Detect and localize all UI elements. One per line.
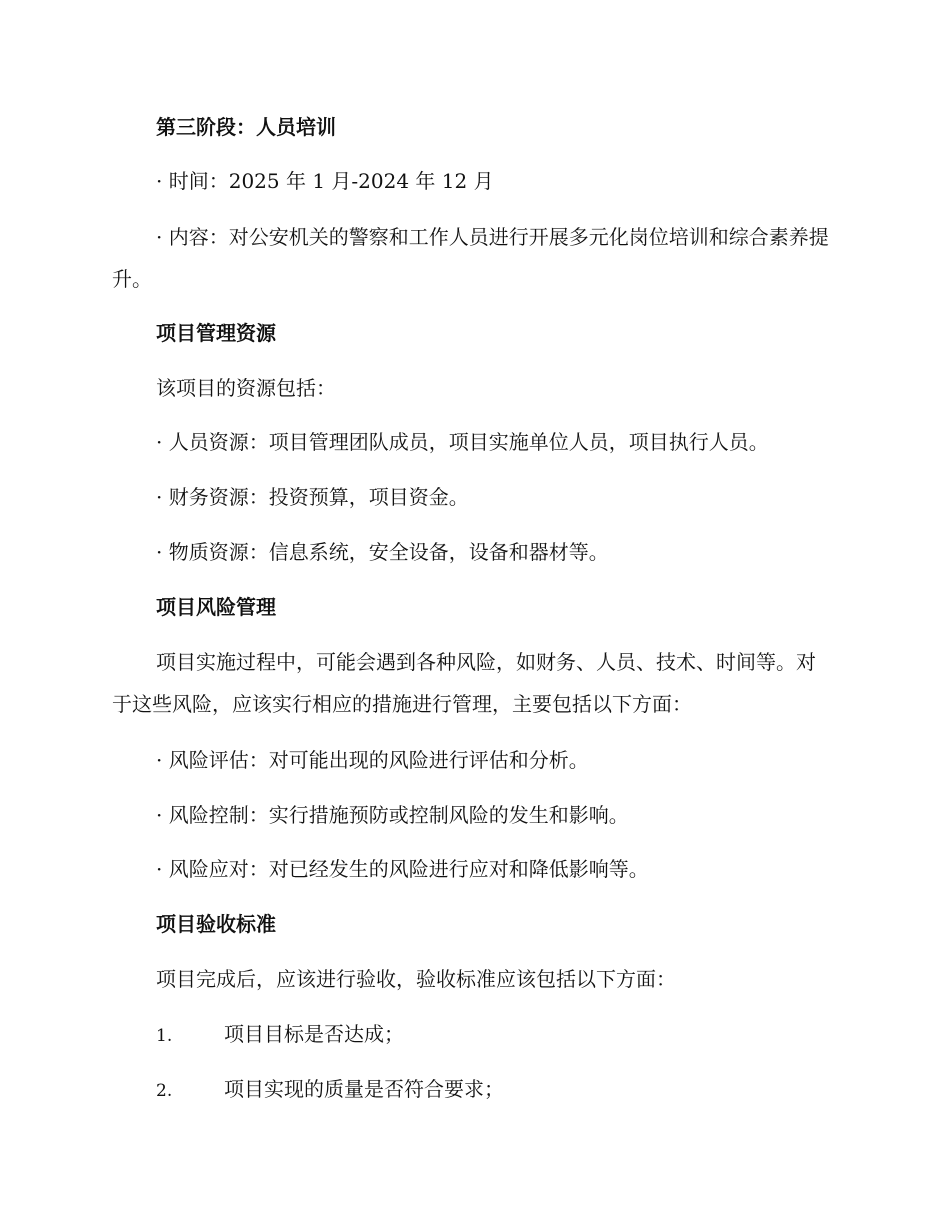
resource-item: · 人员资源：项目管理团队成员，项目实施单位人员，项目执行人员。: [156, 430, 769, 454]
acceptance-heading: 项目验收标准: [156, 912, 276, 936]
acceptance-item: [112, 1068, 876, 1112]
stage3-heading: 第三阶段：人员培训: [156, 115, 336, 139]
list-text: 项目目标是否达成；: [224, 1022, 404, 1046]
stage3-content: · 内容：对公安机关的警察和工作人员进行开展多元化岗位培训和综合素养提升。: [112, 225, 829, 291]
risk-intro: 项目实施过程中，可能会遇到各种风险，如财务、人员、技术、时间等。对于这些风险，应该实行相应的措施进行管理，主要包括以下方面：: [112, 650, 816, 716]
resource-item: · 物质资源：信息系统，安全设备，设备和器材等。: [156, 540, 609, 564]
resources-heading: 项目管理资源: [156, 321, 276, 345]
list-number: 1.: [156, 1026, 173, 1046]
risk-item: · 风险控制：实行措施预防或控制风险的发生和影响。: [156, 803, 629, 827]
stage3-time: · 时间：2025 年 1 月-2024 年 12 月: [156, 169, 494, 193]
resource-item: · 财务资源：投资预算，项目资金。: [156, 485, 469, 509]
risk-item: · 风险评估：对可能出现的风险进行评估和分析。: [156, 748, 589, 772]
list-text: 项目实现的质量是否符合要求；: [224, 1077, 504, 1101]
risk-heading: 项目风险管理: [156, 595, 276, 619]
acceptance-intro: 项目完成后，应该进行验收，验收标准应该包括以下方面：: [156, 967, 676, 991]
risk-item: · 风险应对：对已经发生的风险进行应对和降低影响等。: [156, 857, 649, 881]
acceptance-item: [112, 1013, 876, 1057]
list-number: 2.: [156, 1081, 173, 1101]
resources-intro: 该项目的资源包括：: [156, 376, 336, 400]
